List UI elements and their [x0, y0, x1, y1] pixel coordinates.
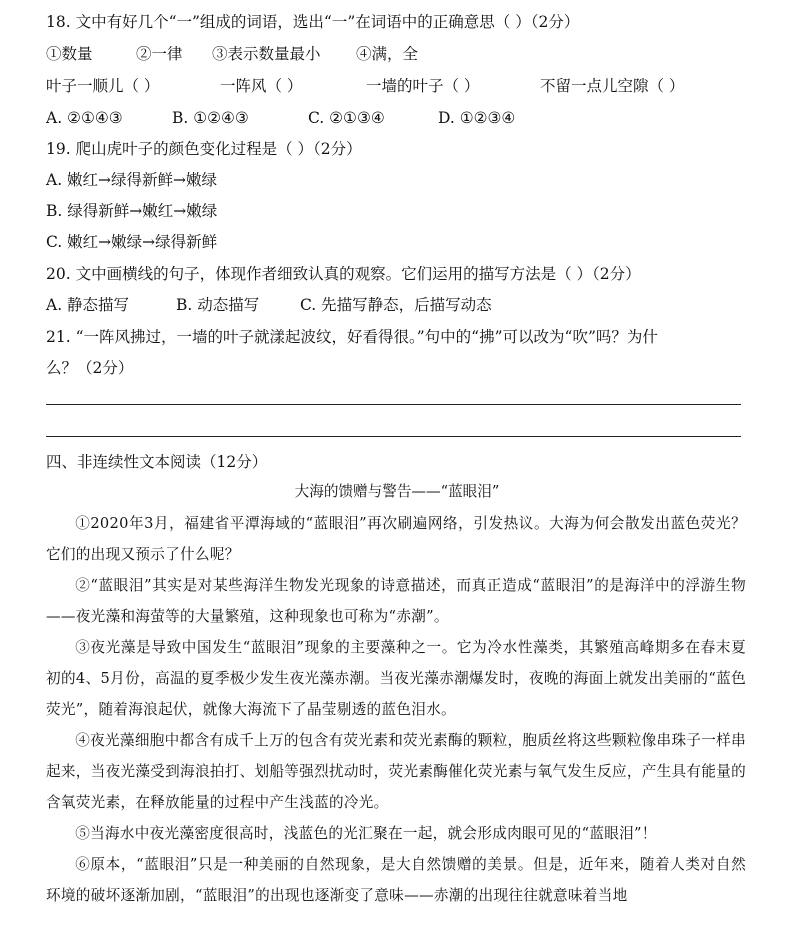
article-paragraph-3: ③夜光藻是导致中国发生“蓝眼泪”现象的主要藻种之一。它为冷水性藻类，其繁殖高峰期多在春末夏初的4、5月份，高温的夏季极少发生夜光藻赤潮。当夜光藻赤潮爆发时，夜晚的海面上就发出美丽的“蓝色荧光”，随着海浪起伏，就像大海流下了晶莹剔透的蓝色泪水。 [46, 639, 746, 718]
q19-stem: 19. 爬山虎叶子的颜色变化过程是（ ）（2分） [46, 140, 362, 158]
section-heading: 四、非连续性文本阅读（12分） [46, 453, 268, 471]
q18-blank-3: 一墙的叶子（ ） [366, 77, 480, 95]
q18-blank-1: 叶子一顺儿（ ） [46, 77, 160, 95]
q19-option-c: C. 嫩红→嫩绿→绿得新鲜 [46, 233, 218, 251]
q20-option-a: A. 静态描写 [46, 296, 130, 314]
q18-meaning-1: ①数量 [46, 45, 93, 63]
answer-line-1 [46, 404, 741, 405]
q18-meaning-3: ③表示数量最小 [212, 45, 321, 63]
q18-blank-4: 不留一点儿空隙（ ） [540, 77, 685, 95]
article-paragraph-1: ①2020年3月，福建省平潭海域的“蓝眼泪”再次刷遍网络，引发热议。大海为何会散发出蓝色荧光？它们的出现又预示了什么呢？ [46, 515, 746, 563]
article-paragraph-2: ②“蓝眼泪”其实是对某些海洋生物发光现象的诗意描述，而真正造成“蓝眼泪”的是海洋中的浮游生物——夜光藻和海萤等的大量繁殖，这种现象也可称为“赤潮”。 [46, 577, 746, 625]
q18-option-b: B. ①②④③ [172, 109, 249, 127]
q18-meaning-4: ④满，全 [356, 45, 419, 63]
answer-line-2 [46, 436, 741, 437]
article-paragraph-6: ⑥原本，“蓝眼泪”只是一种美丽的自然现象，是大自然馈赠的美景。但是，近年来，随着人类对自然环境的破坏逐渐加剧，“蓝眼泪”的出现也逐渐变了意味——赤潮的出现往往就意味着当地 [46, 856, 746, 904]
q19-option-b: B. 绿得新鲜→嫩红→嫩绿 [46, 202, 218, 220]
q18-blank-2: 一阵风（ ） [220, 77, 303, 95]
article-paragraph-5: ⑤当海水中夜光藻密度很高时，浅蓝色的光汇聚在一起，就会形成肉眼可见的“蓝眼泪”！ [75, 825, 657, 842]
q21-stem-line2: 么？（2分） [46, 359, 134, 377]
q18-option-a: A. ②①④③ [46, 109, 123, 127]
q18-option-d: D. ①②③④ [438, 109, 516, 127]
q18-option-c: C. ②①③④ [308, 109, 385, 127]
q20-option-b: B. 动态描写 [176, 296, 260, 314]
article-body [46, 508, 746, 911]
q19-option-a: A. 嫩红→绿得新鲜→嫩绿 [46, 171, 218, 189]
article-paragraph-4: ④夜光藻细胞中都含有成千上万的包含有荧光素和荧光素酶的颗粒，胞质丝将这些颗粒像串珠子一样串起来，当夜光藻受到海浪拍打、划船等强烈扰动时，荧光素酶催化荧光素与氧气发生反应，产生具有能量的含氧荧光素，在释放能量的过程中产生浅蓝的冷光。 [46, 732, 747, 811]
q20-option-c: C. 先描写静态，后描写动态 [300, 296, 492, 314]
q21-stem-line1: 21. “一阵风拂过，一墙的叶子就漾起波纹，好看得很。”句中的“拂”可以改为“吹”吗？为什 [46, 328, 658, 346]
q18-stem: 18. 文中有好几个“一”组成的词语，选出“一”在词语中的正确意思（ ）（2分） [46, 13, 580, 31]
q18-meaning-2: ②一律 [136, 45, 183, 63]
article-title: 大海的馈赠与警告——“蓝眼泪” [294, 483, 500, 500]
q20-stem: 20. 文中画横线的句子，体现作者细致认真的观察。它们运用的描写方法是（ ）（2分） [46, 265, 641, 283]
